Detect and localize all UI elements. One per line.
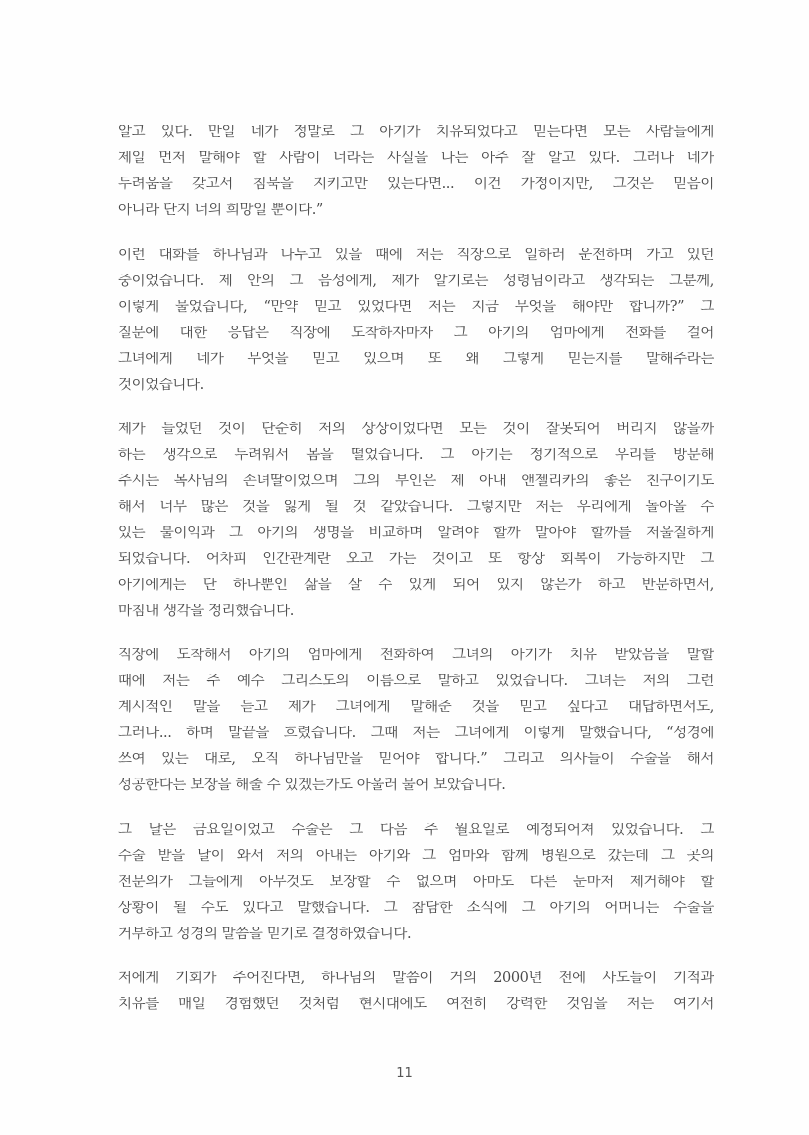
- text-line: 하는 생각으로 두려워서 몸을 떨었습니다. 그 아기는 정기적으로 우리를 방문해: [118, 448, 714, 463]
- text-line: 이런 대화를 하나님과 나누고 있을 때에 저는 직장으로 일하러 운전하며 가고 있던: [118, 248, 714, 263]
- text-line: 이렇게 물었습니다, “만약 믿고 있었다면 저는 지금 무엇을 해야만 합니까?” 그: [118, 300, 714, 315]
- text-line: 그 날은 금요일이었고 수술은 그 다음 주 월요일로 예정되어져 있었습니다. 그: [118, 823, 714, 838]
- text-line: 아기에게는 단 하나뿐인 삶을 살 수 있게 되어 있지 않은가 하고 반문하면서,: [118, 578, 714, 593]
- text-line: 그러나... 하며 말끝을 흐렸습니다. 그때 저는 그녀에게 이렇게 말했습니다, “성경에: [118, 726, 714, 741]
- text-line: 주시는 목사님의 손녀딸이었으며 그의 부인은 제 아내 앤젤리카의 좋은 친구이기도: [118, 474, 714, 489]
- text-line: 때에 저는 주 예수 그리스도의 이름으로 말하고 있었습니다. 그녀는 저의 그런: [118, 674, 714, 689]
- text-line: 두려움을 갖고서 침묵을 지키고만 있는다면... 이건 가정이지만, 그것은 믿음이: [118, 177, 714, 192]
- text-line: 있는 불이익과 그 아기의 생명을 비교하며 알려야 할까 말아야 할까를 저울질하게: [118, 526, 714, 541]
- text-line: 아니라 단지 너의 희망일 뿐이다.”: [118, 203, 323, 218]
- text-line: 되었습니다. 어차피 인간관계란 오고 가는 것이고 또 항상 회복이 가능하지만 그: [118, 552, 714, 567]
- text-line: 알고 있다. 만일 네가 정말로 그 아기가 치유되었다고 믿는다면 모든 사람들에게: [118, 125, 714, 140]
- text-line: 치유를 매일 경험했던 것처럼 현시대에도 여전히 강력한 것임을 저는 여기서: [118, 997, 714, 1012]
- text-line: 마침내 생각을 정리했습니다.: [118, 604, 294, 619]
- text-line: 질문에 대한 응답은 직장에 도착하자마자 그 아기의 엄마에게 전화를 걸어: [118, 326, 714, 341]
- text-line: 계시적인 말을 듣고 제가 그녀에게 말해준 것을 믿고 싶다고 대답하면서도,: [118, 700, 714, 715]
- text-line: 거부하고 성경의 말씀을 믿기로 결정하였습니다.: [118, 927, 412, 942]
- text-line: 제가 들었던 것이 단순히 저의 상상이었다면 모든 것이 잘못되어 버리지 않을까: [118, 422, 714, 437]
- text-line: 그녀에게 네가 무엇을 믿고 있으며 또 왜 그렇게 믿는지를 말해주라는: [118, 352, 714, 367]
- text-line: 쓰여 있는 대로, 오직 하나님만을 믿어야 합니다.” 그리고 의사들이 수술을 해서: [118, 752, 714, 767]
- text-line: 해서 너무 많은 것을 잃게 될 것 같았습니다. 그렇지만 저는 우리에게 돌아올 수: [118, 500, 714, 515]
- text-line: 중이었습니다. 제 안의 그 음성에게, 제가 알기로는 성령님이라고 생각되는 그분께,: [118, 274, 714, 289]
- page-number: 11: [396, 1066, 413, 1081]
- text-line: 것이었습니다.: [118, 378, 204, 393]
- text-line: 성공한다는 보장을 해줄 수 있겠는가도 아울러 물어 보았습니다.: [118, 778, 506, 793]
- text-line: 저에게 기회가 주어진다면, 하나님의 말씀이 거의 2000년 전에 사도들이 기적과: [118, 971, 714, 986]
- text-line: 제일 먼저 말해야 할 사람이 너라는 사실을 나는 아주 잘 알고 있다. 그러나 네가: [118, 151, 714, 166]
- text-line: 상황이 될 수도 있다고 말했습니다. 그 참담한 소식에 그 아기의 어머니는 수술을: [118, 901, 714, 916]
- text-line: 직장에 도착해서 아기의 엄마에게 전화하여 그녀의 아기가 치유 받았음을 말할: [118, 648, 714, 663]
- text-line: 전문의가 그들에게 아무것도 보장할 수 없으며 아마도 다른 눈마저 제거해야 할: [118, 875, 714, 890]
- text-line: 수술 받을 날이 와서 저의 아내는 아기와 그 엄마와 함께 병원으로 갔는데 그 곳의: [118, 849, 714, 864]
